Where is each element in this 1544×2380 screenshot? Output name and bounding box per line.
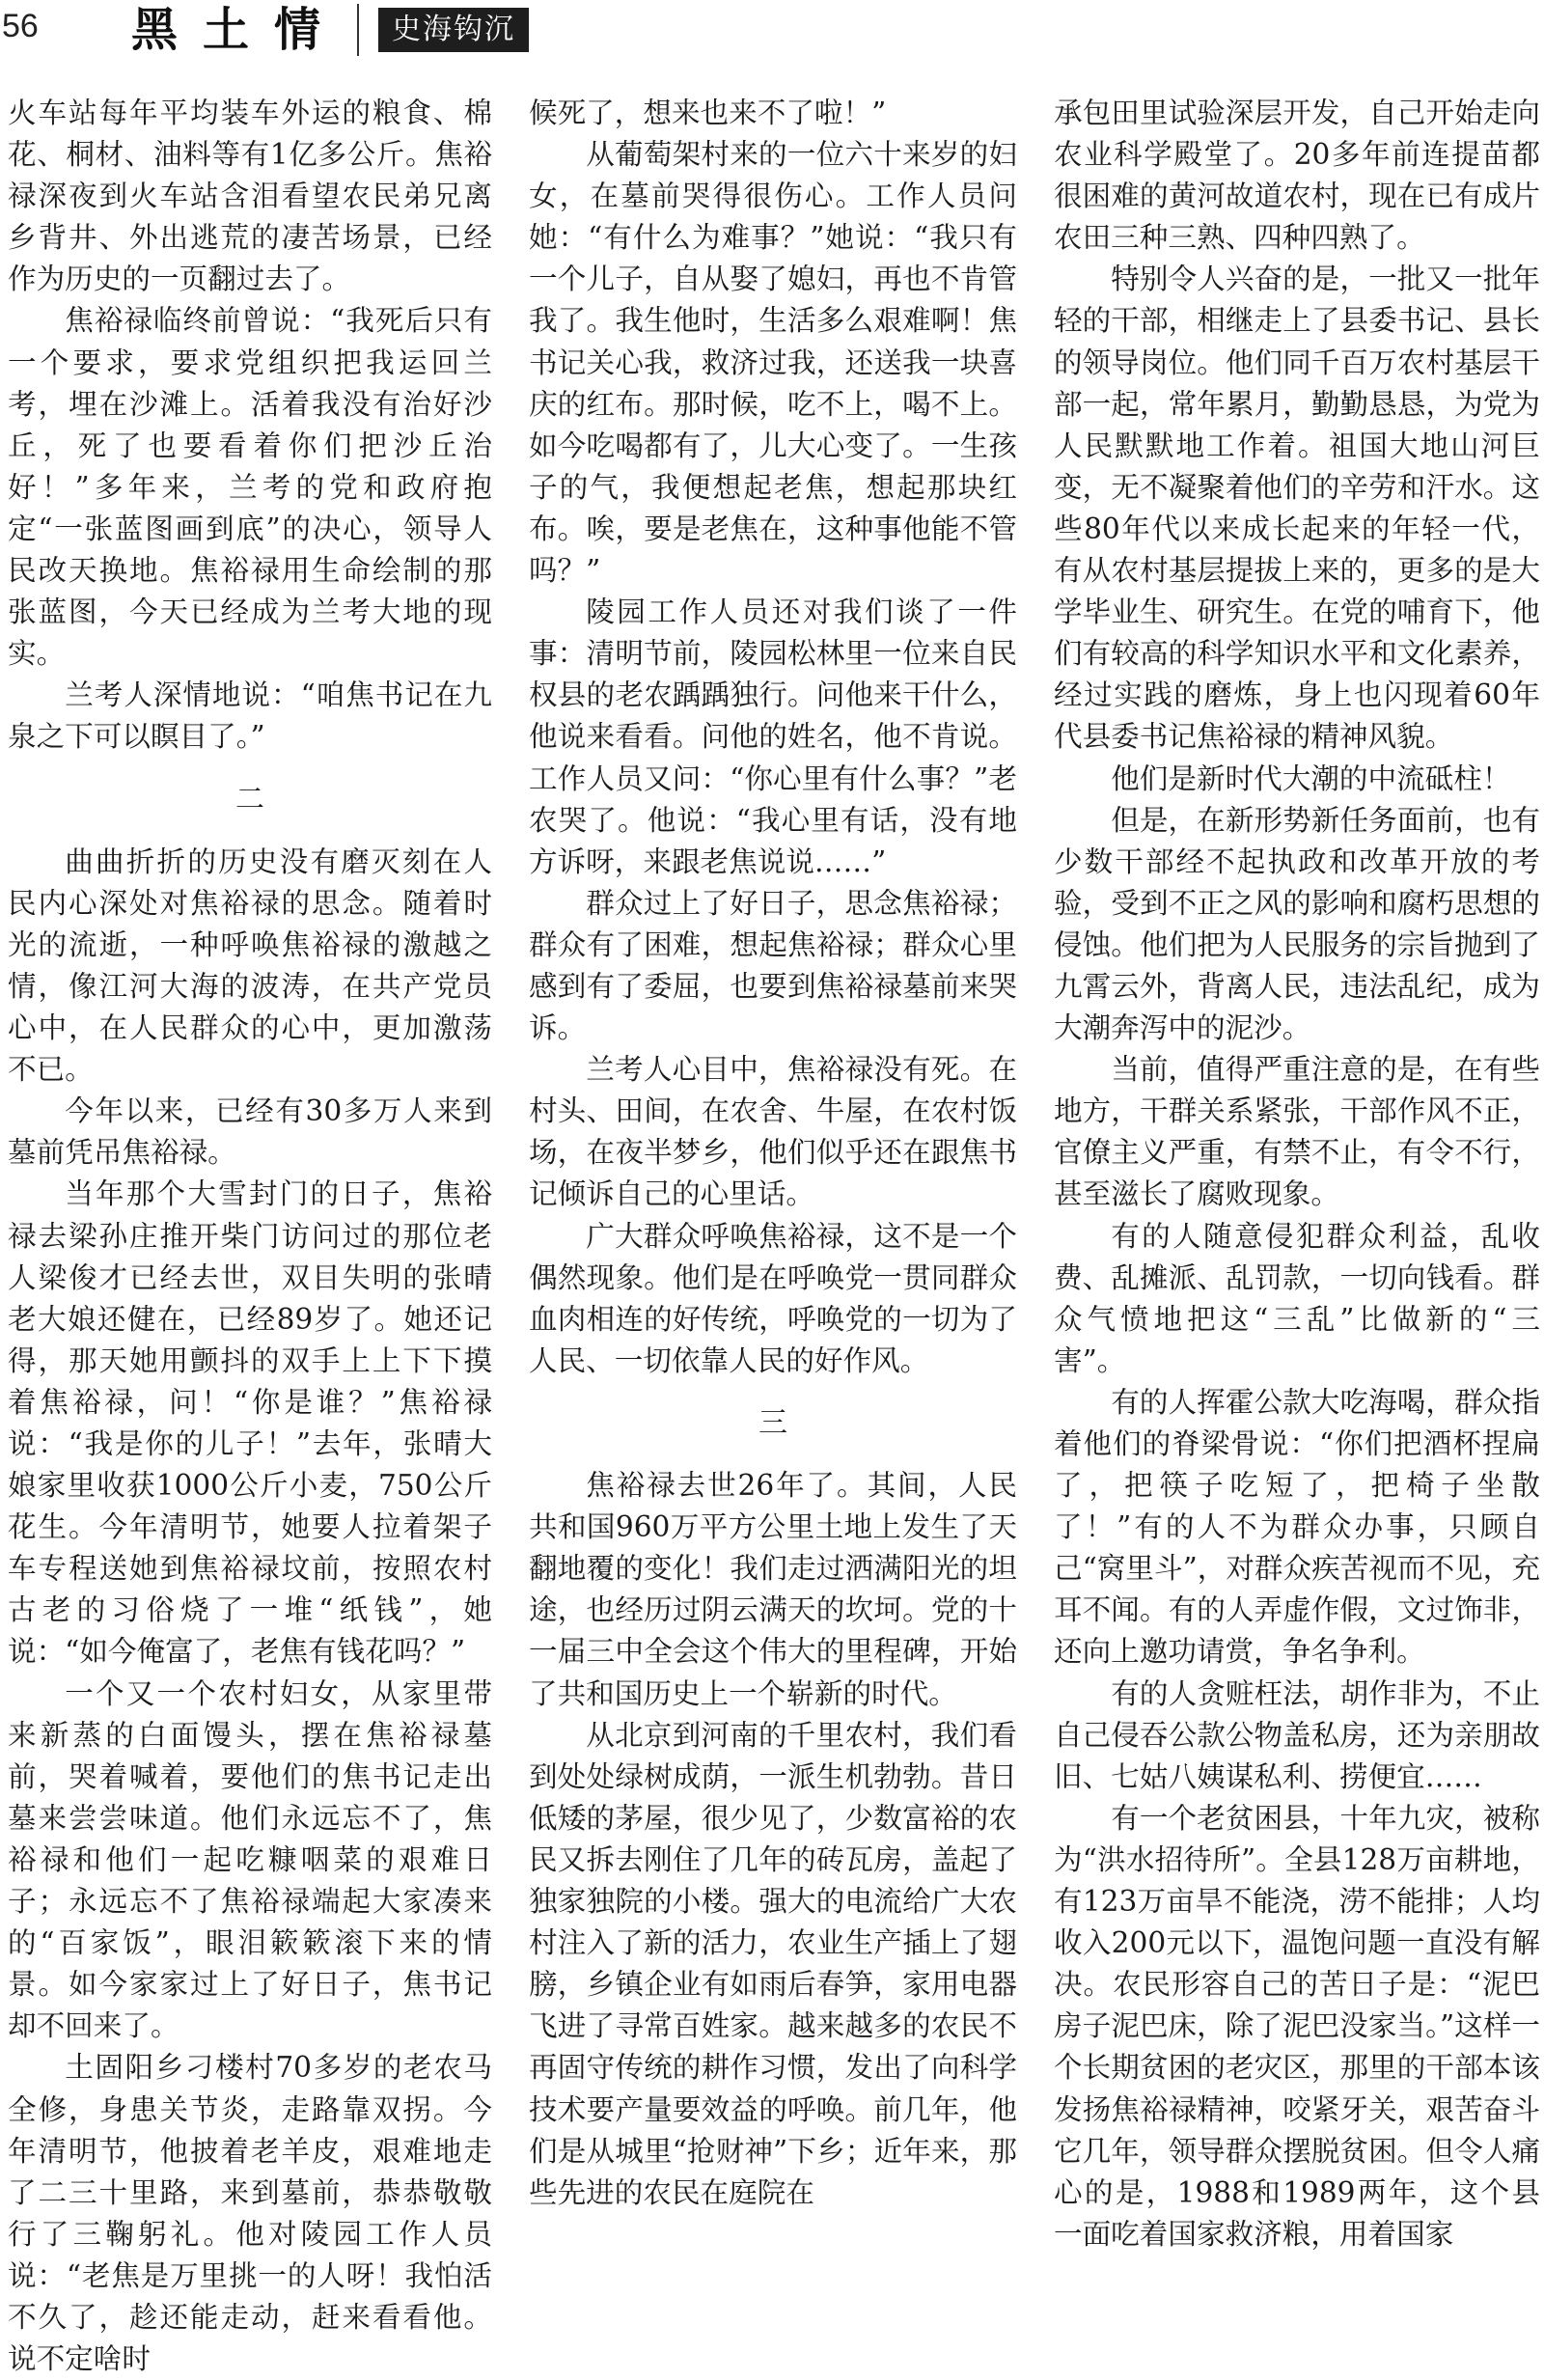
paragraph: 有一个老贫困县，十年九灾，被称为“洪水招待所”。全县128万亩耕地，有123万亩旱不能浇，涝不能排；人均收入200元以下，温饱问题一直没有解决。农民形容自己的苦日子是：“泥巴房子泥巴床，除了泥巴没家当。”这样一个长期贫困的老灾区，那里的干部本该发扬焦裕禄精神，咬紧牙关，艰苦奋斗它几年，领导群众摆脱贫困。但令人痛心的是，1988和1989两年，这个县一面吃着国家救济粮，用着国家 [1054, 1801, 1540, 2251]
paragraph: 但是，在新形势新任务面前，也有少数干部经不起执政和改革开放的考验，受到不正之风的影响和腐朽思想的侵蚀。他们把为人民服务的宗旨抛到了九霄云外，背离人民，违法乱纪，成为大潮奔泻中的泥沙。 [1054, 803, 1540, 1045]
paragraph: 当前，值得严重注意的是，在有些地方，干群关系紧张，干部作风不正，官僚主义严重，有禁不止，有令不行，甚至滋长了腐败现象。 [1054, 1053, 1540, 1211]
text-column-1 [8, 93, 492, 2376]
paragraph: 群众过上了好日子，思念焦裕禄；群众有了困难，想起焦裕禄；群众心里感到有了委屈，也要到焦裕禄墓前来哭诉。 [529, 886, 1017, 1045]
paragraph: 当年那个大雪封门的日子，焦裕禄去梁孙庄推开柴门访问过的那位老人梁俊才已经去世，双目失明的张晴老大娘还健在，已经89岁了。她还记得，那天她用颤抖的双手上上下下摸着焦裕禄，问！“你是谁？”焦裕禄说：“我是你的儿子！”去年，张晴大娘家里收获1000公斤小麦，750公斤花生。今年清明节，她要人拉着架子车专程送她到焦裕禄坟前，按照农村古老的习俗烧了一堆“纸钱”，她说：“如今俺富了，老焦有钱花吗？” [8, 1177, 492, 1669]
paragraph: 从北京到河南的千里农村，我们看到处处绿树成荫，一派生机勃勃。昔日低矮的茅屋，很少见了，少数富裕的农民又拆去刚住了几年的砖瓦房，盖起了独家独院的小楼。强大的电流给广大农村注入了新的活力，农业生产插上了翅膀，乡镇企业有如雨后春笋，家用电器飞进了寻常百姓家。越来越多的农民不再固守传统的耕作习惯，发出了向科学技术要产量要效益的呼唤。前几年，他们是从城里“抢财神”下乡；近年来，那些先进的农民在庭院在 [529, 1718, 1017, 2209]
paragraph: 有的人挥霍公款大吃海喝，群众指着他们的脊梁骨说：“你们把酒杯捏扁了，把筷子吃短了，把椅子坐散了！”有的人不为群众办事，只顾自己“窝里斗”，对群众疾苦视而不见，充耳不闻。有的人弄虚作假，文过饰非，还向上邀功请赏，争名争利。 [1054, 1385, 1540, 1669]
continued-paragraph: 候死了，想来也来不了啦！” [529, 97, 887, 129]
paragraph: 今年以来，已经有30多万人来到墓前凭吊焦裕禄。 [8, 1094, 492, 1170]
section-heading: 二 [235, 782, 264, 816]
paragraph: 兰考人心目中，焦裕禄没有死。在村头、田间，在农舍、牛屋，在农村饭场，在夜半梦乡，他们似乎还在跟焦书记倾诉自己的心里话。 [529, 1053, 1017, 1211]
section-heading: 三 [758, 1405, 787, 1440]
continued-paragraph: 承包田里试验深层开发，自己开始走向农业科学殿堂了。20多年前连提苗都很困难的黄河故道农村，现在已有成片农田三种三熟、四种四熟了。 [1054, 97, 1540, 255]
paragraph: 有的人贪赃枉法，胡作非为，不止自己侵吞公款公物盖私房，还为亲朋故旧、七姑八姨谋私利、捞便宜…… [1054, 1676, 1540, 1793]
paragraph: 兰考人深情地说：“咱焦书记在九泉之下可以瞑目了。” [8, 678, 492, 754]
paragraph: 一个又一个农村妇女，从家里带来新蒸的白面馒头，摆在焦裕禄墓前，哭着喊着，要他们的焦书记走出墓来尝尝味道。他们永远忘不了，焦裕禄和他们一起吃糠咽菜的艰难日子；永远忘不了焦裕禄端起大家凑来的“百家饭”，眼泪簌簌滚下来的情景。如今家家过上了好日子，焦书记却不回来了。 [8, 1676, 492, 2043]
paragraph: 曲曲折折的历史没有磨灭刻在人民内心深处对焦裕禄的思念。随着时光的流逝，一种呼唤焦裕禄的激越之情，像江河大海的波涛，在共产党员心中，在人民群众的心中，更加激荡不已。 [8, 844, 492, 1087]
text-column-2 [529, 93, 1017, 2212]
page-number: 56 [2, 8, 39, 44]
magazine-title: 黑土情 [131, 3, 346, 57]
paragraph: 焦裕禄去世26年了。其间，人民共和国960万平方公里土地上发生了天翻地覆的变化！我们走过洒满阳光的坦途，也经历过阴云满天的坎坷。党的十一届三中全会这个伟大的里程碑，开始了共和国历史上一个崭新的时代。 [529, 1469, 1017, 1710]
paragraph: 他们是新时代大潮的中流砥柱！ [1111, 761, 1511, 795]
paragraph: 特别令人兴奋的是，一批又一批年轻的干部，相继走上了县委书记、县长的领导岗位。他们同千百万农村基层干部一起，常年累月，勤勤恳恳，为党为人民默默地工作着。祖国大地山河巨变，无不凝聚着他们的辛劳和汗水。这些80年代以来成长起来的年轻一代，有从农村基层提拔上来的，更多的是大学毕业生、研究生。在党的哺育下，他们有较高的科学知识水平和文化素养，经过实践的磨炼，身上也闪现着60年代县委书记焦裕禄的精神风貌。 [1054, 263, 1540, 754]
paragraph: 土固阳乡刁楼村70多岁的老农马全修，身患关节炎，走路靠双拐。今年清明节，他披着老羊皮，艰难地走了二三十里路，来到墓前，恭恭敬敬行了三鞠躬礼。他对陵园工作人员说：“老焦是万里挑一的人呀！我怕活不久了，趁还能走动，赶来看看他。说不定啥时 [8, 2051, 492, 2376]
continued-paragraph: 火车站每年平均装车外运的粮食、棉花、桐材、油料等有1亿多公斤。焦裕禄深夜到火车站含泪看望农民弟兄离乡背井、外出逃荒的凄苦场景，已经作为历史的一页翻过去了。 [8, 97, 492, 296]
text-column-3 [1054, 93, 1540, 2251]
page-header [0, 0, 1544, 69]
paragraph: 从葡萄架村来的一位六十来岁的妇女，在墓前哭得很伤心。工作人员问她：“有什么为难事？”她说：“我只有一个儿子，自从娶了媳妇，再也不肯管我了。我生他时，生活多么艰难啊！焦书记关心我，救济过我，还送我一块喜庆的红布。那时候，吃不上，喝不上。如今吃喝都有了，儿大心变了。一生孩子的气，我便想起老焦，想起那块红布。唉，要是老焦在，这种事他能不管吗？” [529, 138, 1017, 588]
section-tag: 史海钩沉 [378, 8, 529, 52]
header-divider [357, 4, 359, 56]
paragraph: 焦裕禄临终前曾说：“我死后只有一个要求，要求党组织把我运回兰考，埋在沙滩上。活着我没有治好沙丘，死了也要看着你们把沙丘治好！”多年来，兰考的党和政府抱定“一张蓝图画到底”的决心，领导人民改天换地。焦裕禄用生命绘制的那张蓝图，今天已经成为兰考大地的现实。 [8, 304, 492, 671]
paragraph: 有的人随意侵犯群众利益，乱收费、乱摊派、乱罚款，一切向钱看。群众气愤地把这“三乱”比做新的“三害”。 [1054, 1219, 1540, 1377]
paragraph: 广大群众呼唤焦裕禄，这不是一个偶然现象。他们是在呼唤党一贯同群众血肉相连的好传统，呼唤党的一切为了人民、一切依靠人民的好作风。 [529, 1219, 1017, 1377]
paragraph: 陵园工作人员还对我们谈了一件事：清明节前，陵园松林里一位来自民权县的老农踽踽独行。问他来干什么，他说来看看。问他的姓名，他不肯说。工作人员又问：“你心里有什么事？”老农哭了。他说：“我心里有话，没有地方诉呀，来跟老焦说说……” [529, 595, 1017, 878]
